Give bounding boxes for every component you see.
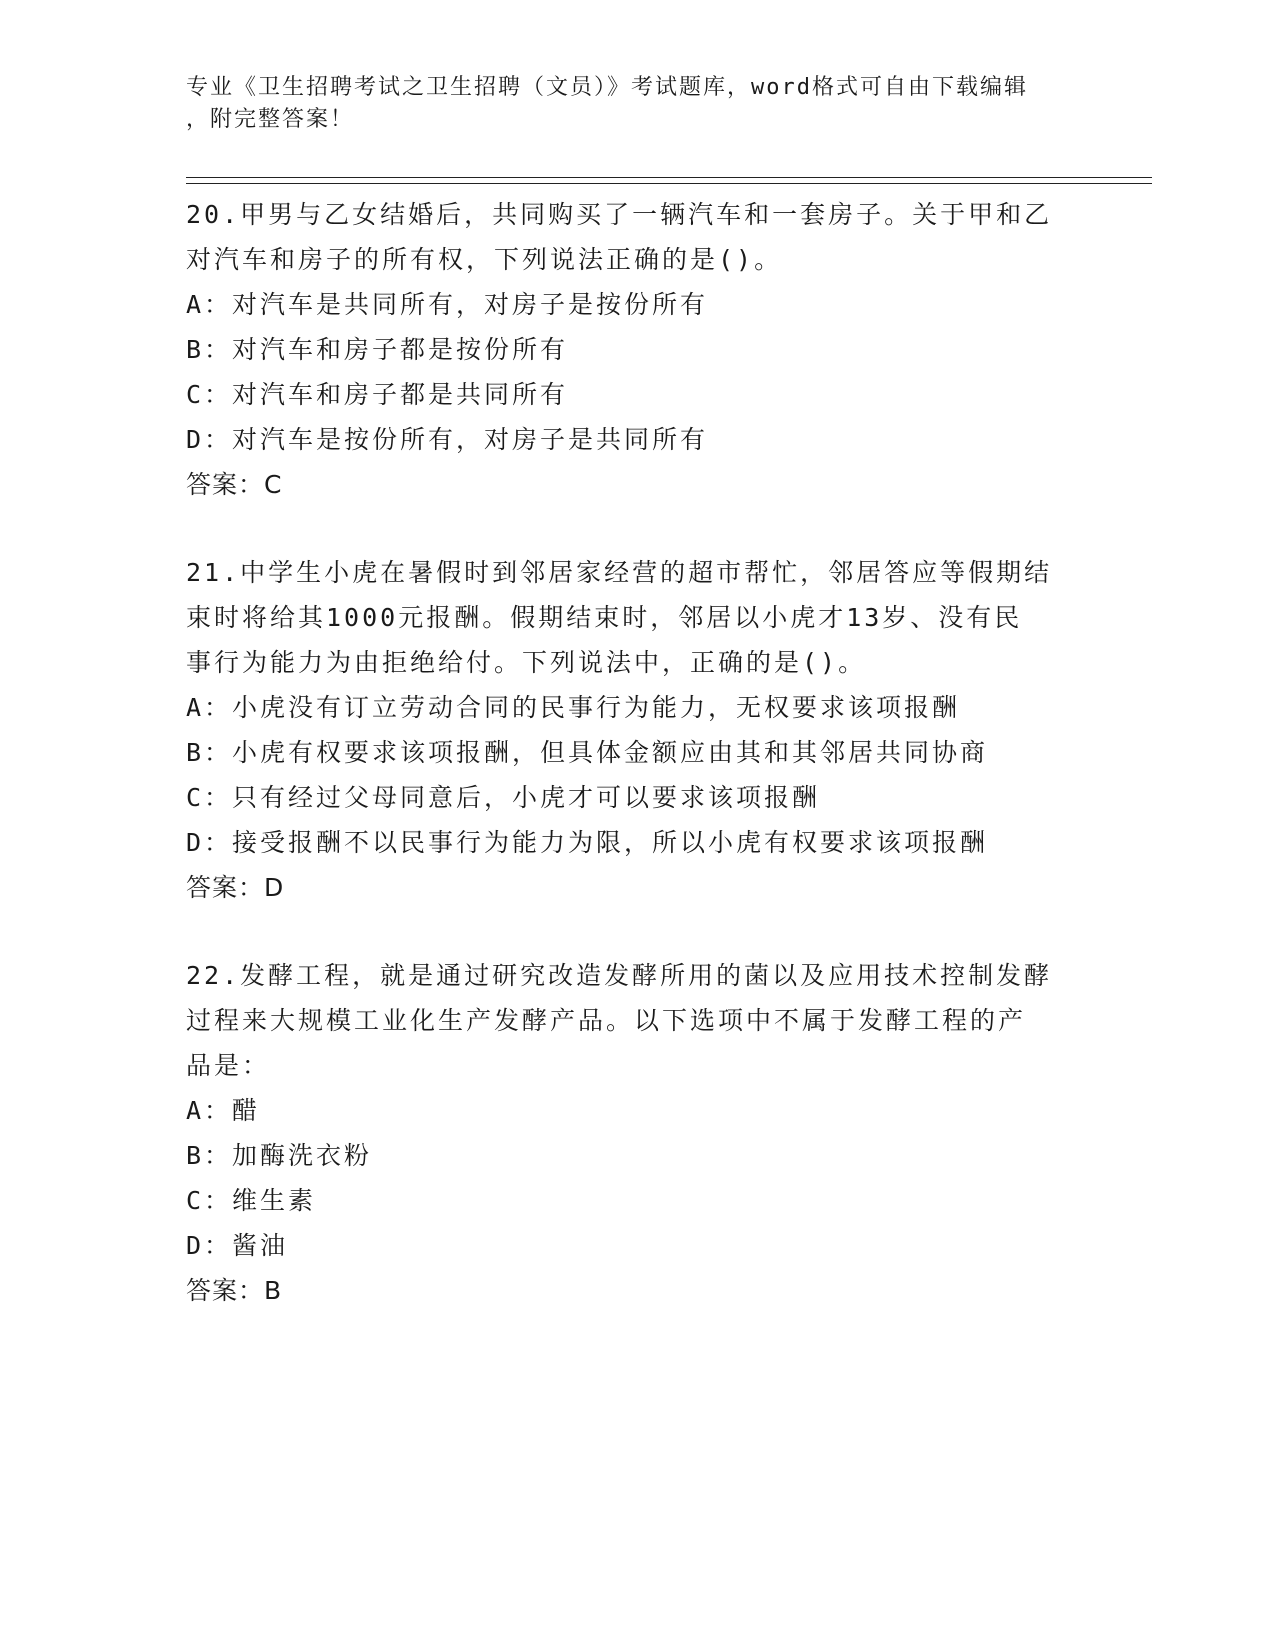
question-21 bbox=[186, 550, 1086, 910]
option-a: A：小虎没有订立劳动合同的民事行为能力，无权要求该项报酬 bbox=[186, 693, 961, 722]
question-20 bbox=[186, 192, 1086, 507]
question-list bbox=[186, 192, 1086, 1313]
option-d: D：酱油 bbox=[186, 1231, 289, 1260]
header-divider-bottom bbox=[186, 183, 1152, 184]
option-b: B：小虎有权要求该项报酬，但具体金额应由其和其邻居共同协商 bbox=[186, 738, 989, 767]
option-d: D：对汽车是按份所有，对房子是共同所有 bbox=[186, 425, 709, 454]
question-22 bbox=[186, 953, 1086, 1313]
question-stem-line: 事行为能力为由拒绝给付。下列说法中，正确的是()。 bbox=[186, 648, 867, 677]
document-header bbox=[186, 72, 1066, 136]
question-stem-line: 过程来大规模工业化生产发酵产品。以下选项中不属于发酵工程的产 bbox=[186, 1006, 1027, 1035]
option-c: C：只有经过父母同意后，小虎才可以要求该项报酬 bbox=[186, 783, 821, 812]
option-b: B：对汽车和房子都是按份所有 bbox=[186, 335, 569, 364]
option-a: A：对汽车是共同所有，对房子是按份所有 bbox=[186, 290, 709, 319]
question-stem-line: 20.甲男与乙女结婚后，共同购买了一辆汽车和一套房子。关于甲和乙 bbox=[186, 200, 1053, 229]
question-stem-line: 束时将给其1000元报酬。假期结束时，邻居以小虎才13岁、没有民 bbox=[186, 603, 1023, 632]
header-divider-top bbox=[186, 177, 1152, 178]
option-a: A：醋 bbox=[186, 1096, 261, 1125]
option-c: C：维生素 bbox=[186, 1186, 317, 1215]
answer: 答案：D bbox=[186, 873, 285, 902]
header-line-1: 专业《卫生招聘考试之卫生招聘（文员）》考试题库，word格式可自由下载编辑 bbox=[186, 75, 1028, 100]
question-stem-line: 22.发酵工程，就是通过研究改造发酵所用的菌以及应用技术控制发酵 bbox=[186, 961, 1053, 990]
answer: 答案：B bbox=[186, 1276, 283, 1305]
option-c: C：对汽车和房子都是共同所有 bbox=[186, 380, 569, 409]
question-stem-line: 对汽车和房子的所有权，下列说法正确的是()。 bbox=[186, 245, 783, 274]
option-b: B：加酶洗衣粉 bbox=[186, 1141, 373, 1170]
question-stem-line: 21.中学生小虎在暑假时到邻居家经营的超市帮忙，邻居答应等假期结 bbox=[186, 558, 1053, 587]
option-d: D：接受报酬不以民事行为能力为限，所以小虎有权要求该项报酬 bbox=[186, 828, 989, 857]
answer: 答案：C bbox=[186, 470, 283, 499]
header-line-2: ，附完整答案！ bbox=[186, 107, 355, 132]
question-stem-line: 品是： bbox=[186, 1051, 271, 1080]
